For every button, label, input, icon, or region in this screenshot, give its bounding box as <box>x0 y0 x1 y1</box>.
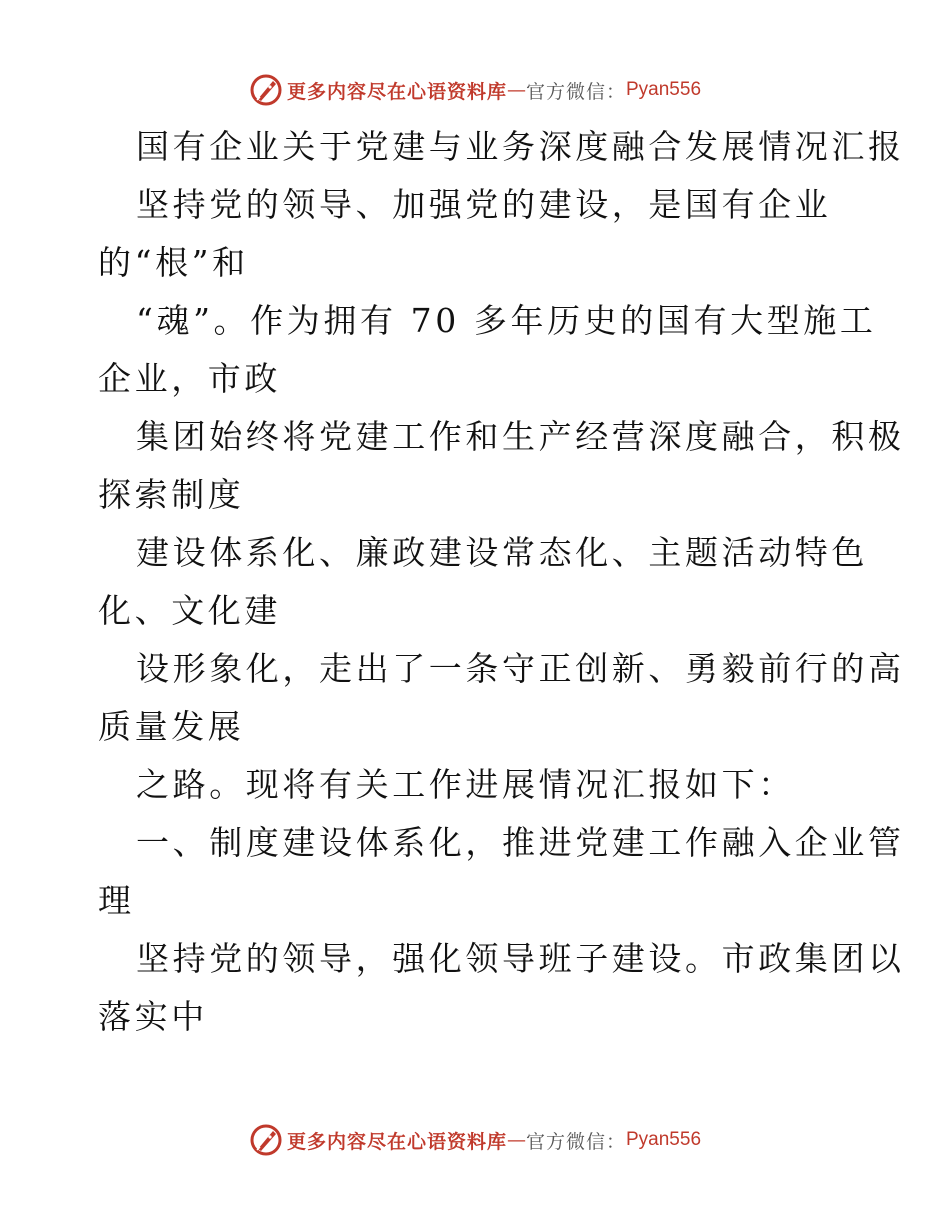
section-heading-cont: 理 <box>98 881 135 920</box>
section-heading: 一、制度建设体系化，推进党建工作融入企业管 <box>136 823 905 862</box>
footer-brand-text: 更多内容尽在心语资料库 <box>286 1130 507 1153</box>
body-line: 质量发展 <box>98 707 245 746</box>
body-line: 企业，市政 <box>98 359 281 398</box>
body-line: 设形象化，走出了一条守正创新、勇毅前行的高 <box>136 649 905 688</box>
body-line: 坚持党的领导，强化领导班子建设。市政集团以 <box>136 939 905 978</box>
header-wechat-id: Pyan556 <box>626 79 702 100</box>
body-line: “魂”。作为拥有 70 多年历史的国有大型施工 <box>136 301 877 340</box>
body-line: 化、文化建 <box>98 591 281 630</box>
footer-wechat-id: Pyan556 <box>626 1129 702 1150</box>
footer-separator: — <box>506 1129 526 1151</box>
header-brand-text: 更多内容尽在心语资料库 <box>286 80 507 103</box>
body-line: 建设体系化、廉政建设常态化、主题活动特色 <box>136 533 868 572</box>
header-separator: — <box>506 79 526 101</box>
body-line: 落实中 <box>98 997 208 1036</box>
footer-wechat-label: 官方微信： <box>525 1130 626 1153</box>
body-line: 国有企业关于党建与业务深度融合发展情况汇报 <box>136 127 905 166</box>
body-line: 坚持党的领导、加强党的建设，是国有企业 <box>136 185 832 224</box>
body-line: 的“根”和 <box>98 243 249 282</box>
quill-logo-icon <box>249 73 283 107</box>
body-line: 探索制度 <box>98 475 245 514</box>
header-banner <box>0 70 950 110</box>
body-line: 之路。现将有关工作进展情况汇报如下： <box>136 765 795 804</box>
header-wechat-label: 官方微信： <box>525 80 626 103</box>
body-line: 集团始终将党建工作和生产经营深度融合，积极 <box>136 417 905 456</box>
document-body <box>98 118 905 1046</box>
footer-banner <box>0 1120 950 1160</box>
quill-logo-icon <box>249 1123 283 1157</box>
